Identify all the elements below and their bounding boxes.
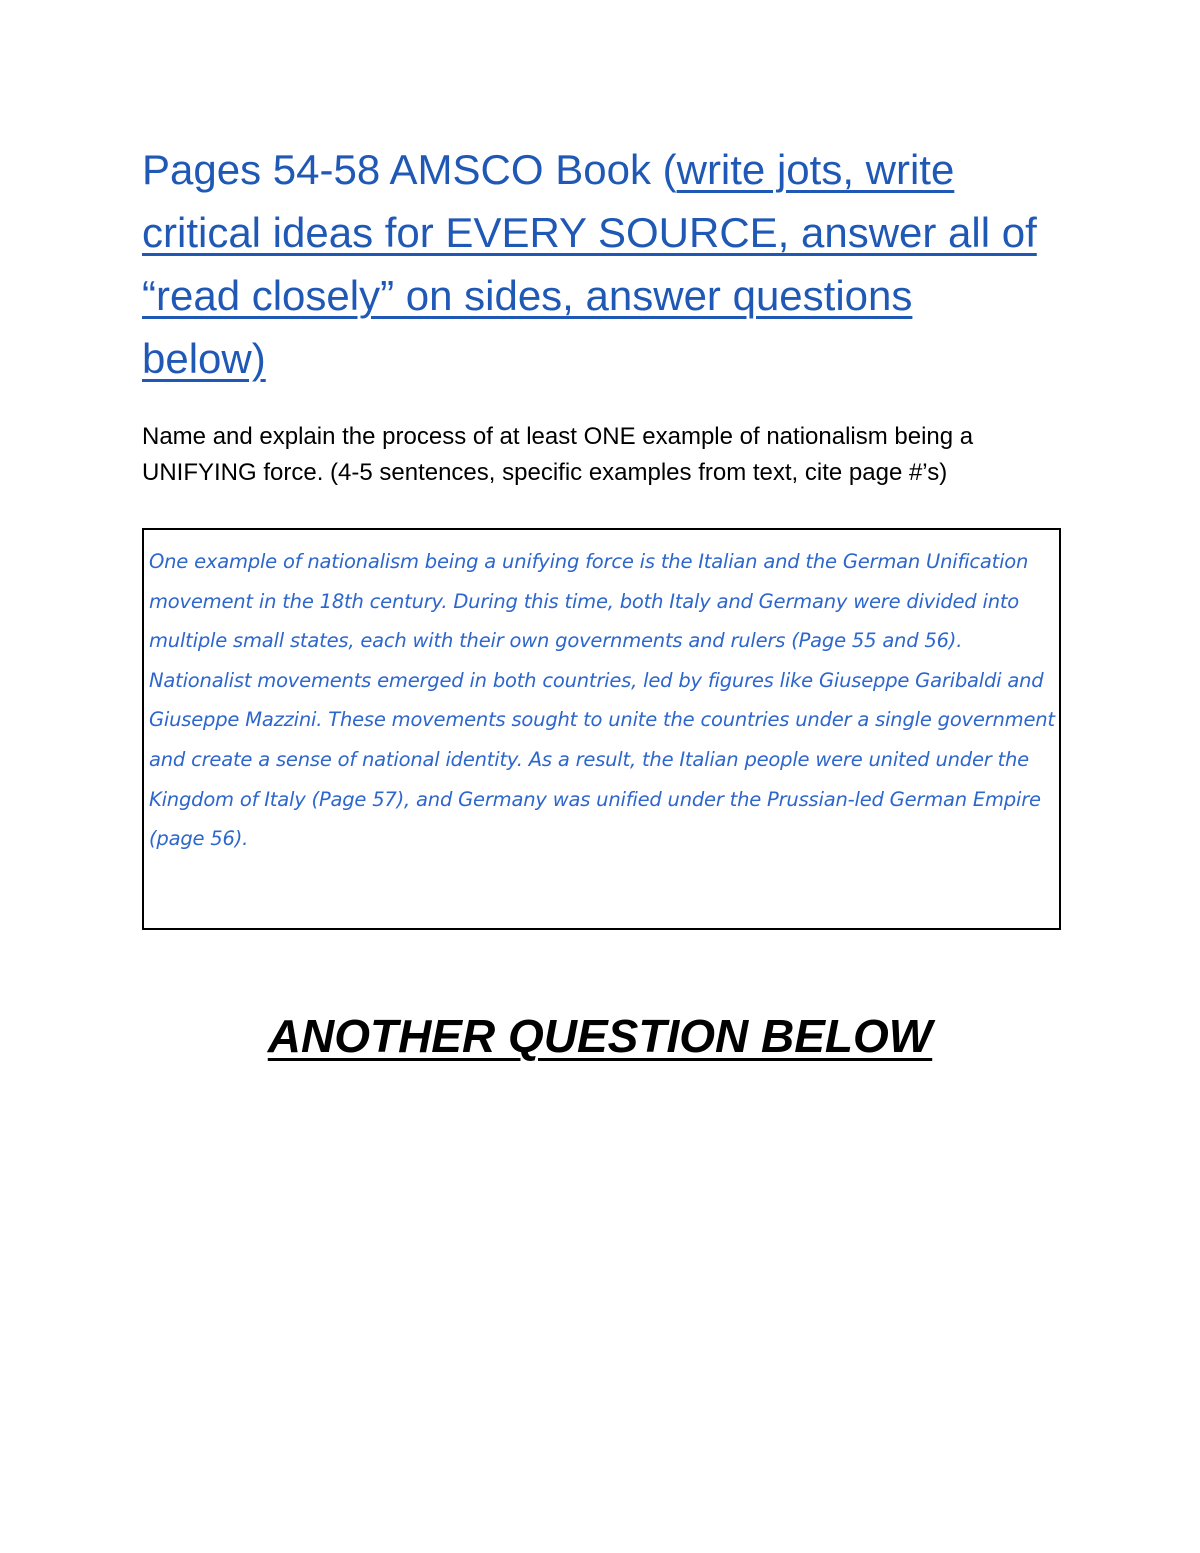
another-question-heading xyxy=(0,1006,1200,1066)
heading-instructions-link[interactable]: write jots, write critical ideas for EVERY SOURCE, answer all of “read closely” on sides, answer questions below) xyxy=(142,146,1037,382)
question-prompt: Name and explain the process of at least ONE example of nationalism being a UNIFYING force. (4-5 sentences, specific examples from text, cite page #’s) xyxy=(142,423,974,486)
another-question-text: ANOTHER QUESTION BELOW xyxy=(267,1010,933,1062)
heading-prefix: Pages 54-58 AMSCO Book ( xyxy=(142,146,677,193)
handwritten-answer: One example of nationalism being a unifying force is the Italian and the German Unification movement in the 18th century. During this time, both Italy and Germany were divided into multiple small states, each with their own governments and rulers (Page 55 and 56). Nationalist movements emerged in both countries, led by figures like Giuseppe Garibaldi and Giuseppe Mazzini. These movements sought to unite the countries under a single government and create a sense of national identity. As a result, the Italian people were united under the Kingdom of Italy (Page 57), and Germany was unified under the Prussian-led German Empire (page 56). xyxy=(149,550,1055,851)
answer-box xyxy=(142,528,1061,930)
assignment-heading xyxy=(142,138,1042,390)
